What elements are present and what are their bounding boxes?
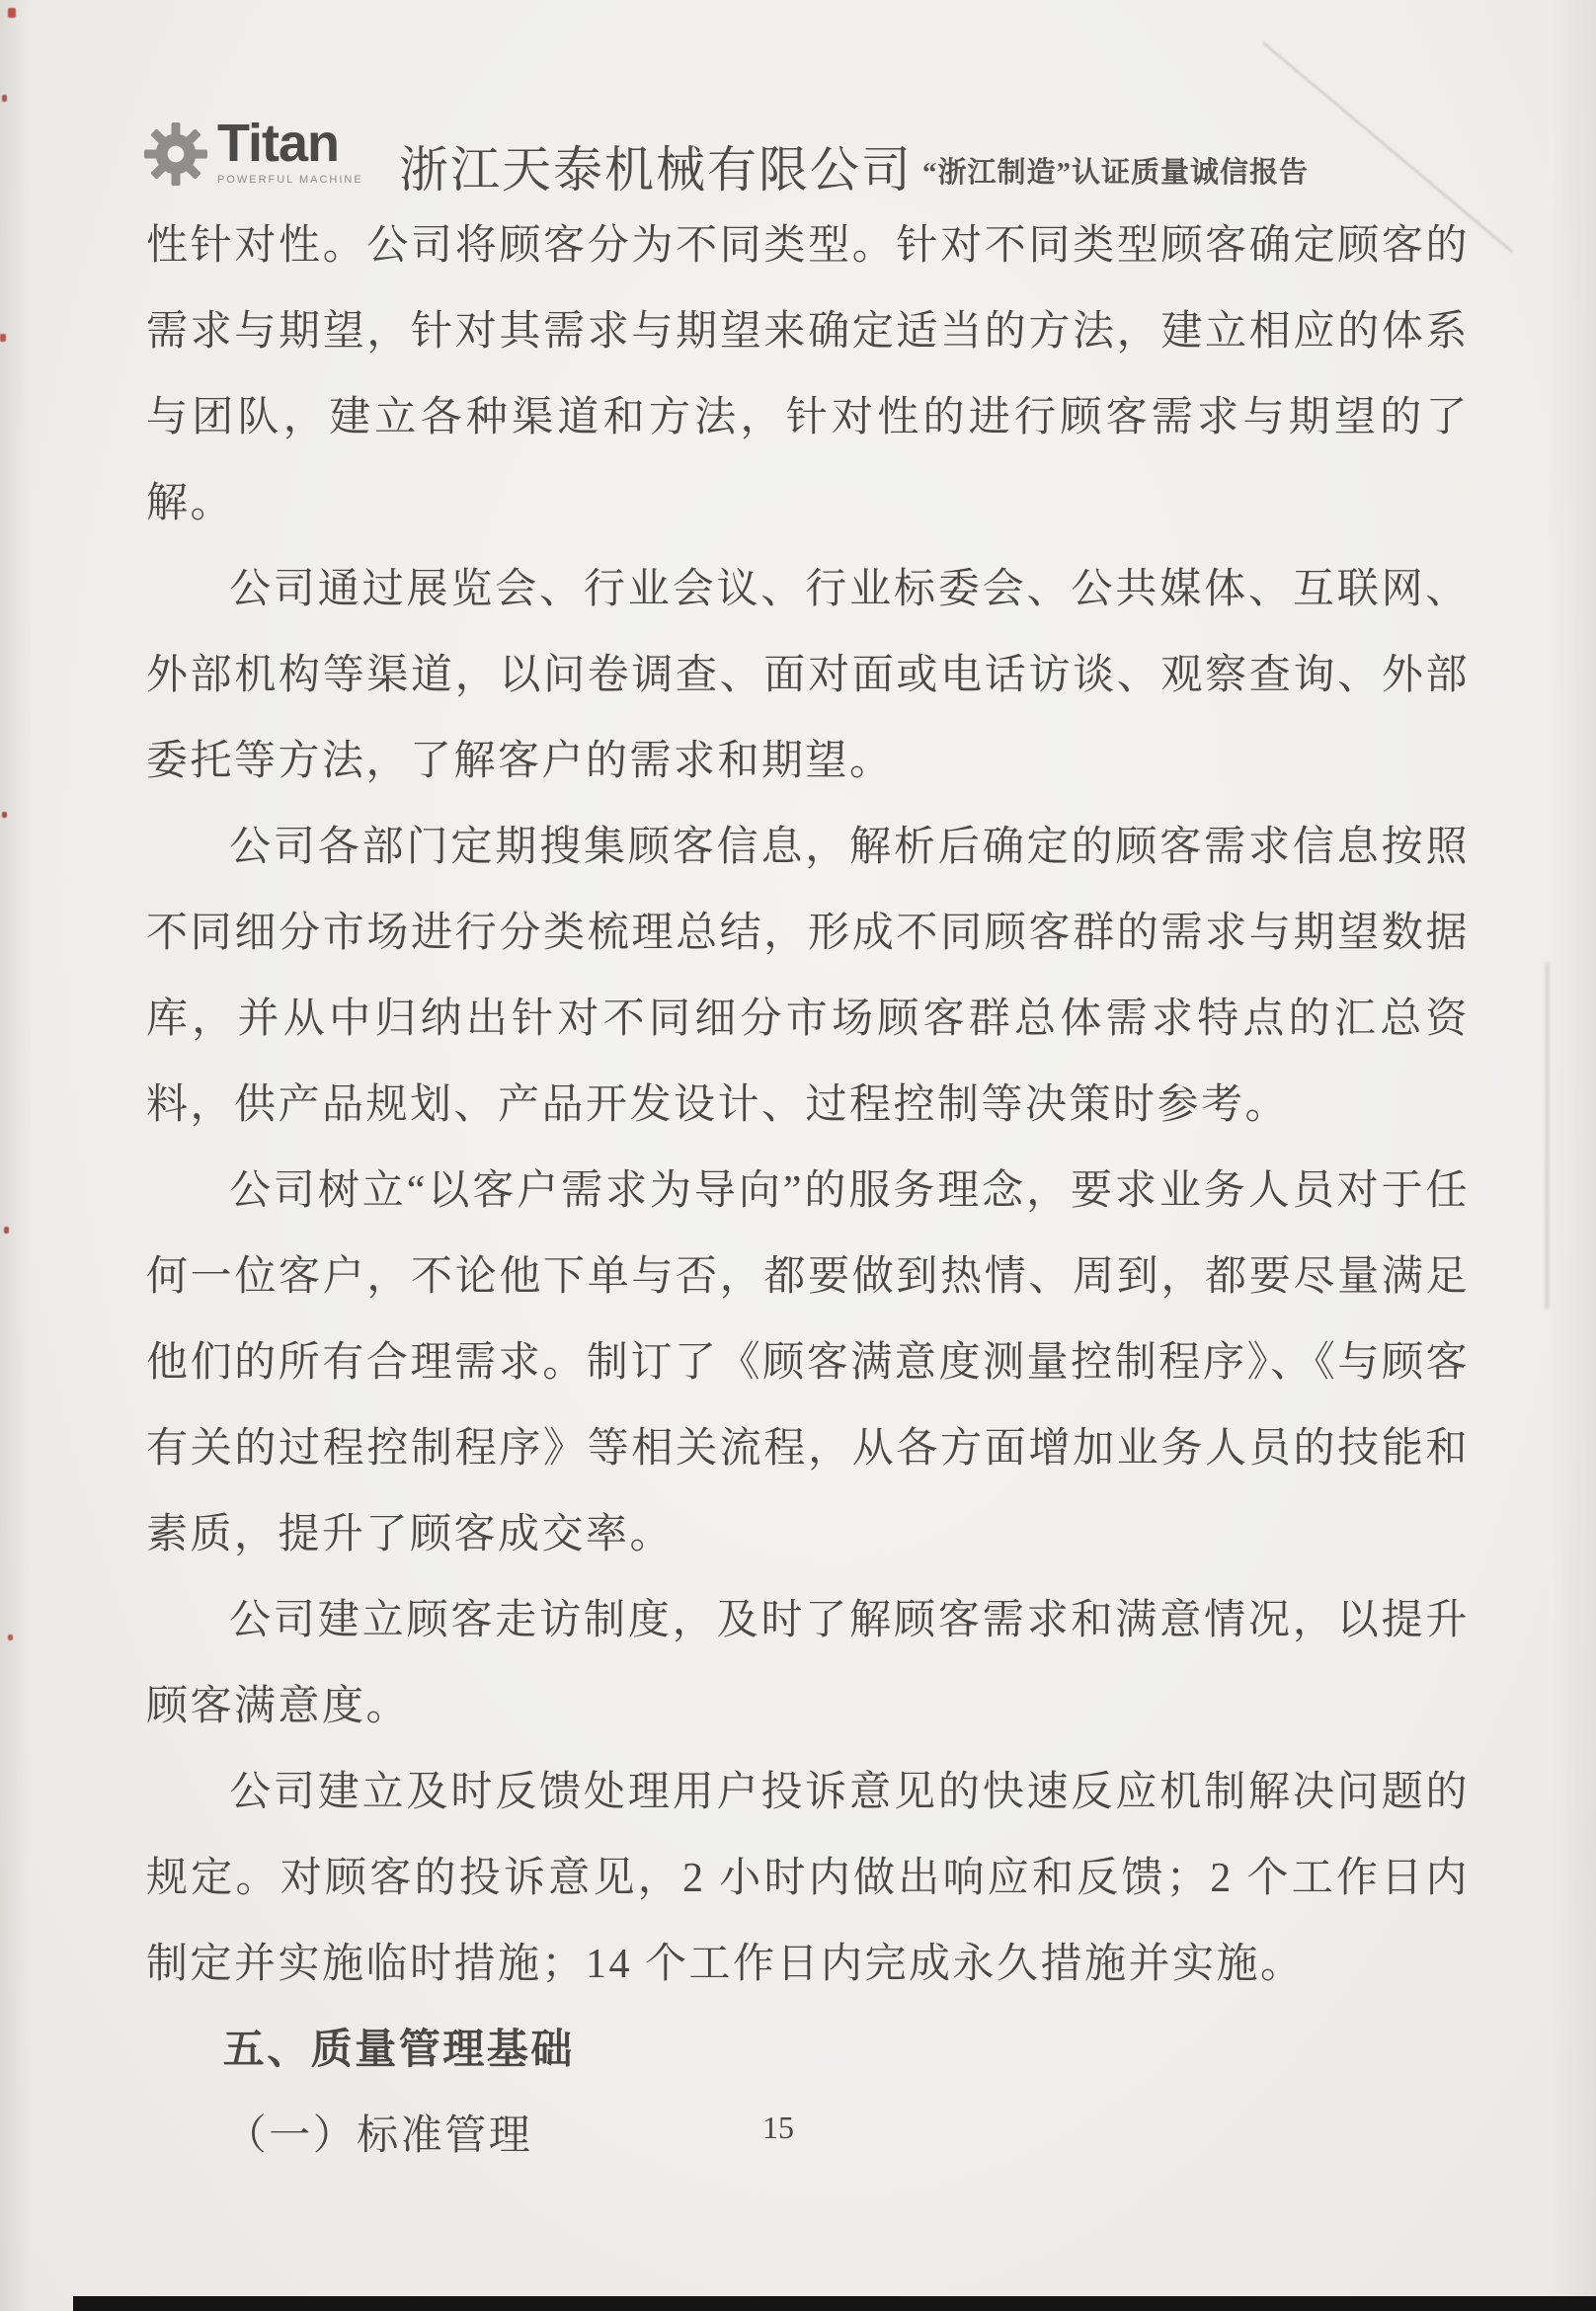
paragraph: 公司通过展览会、行业会议、行业标委会、公共媒体、互联网、外部机构等渠道，以问卷调查、面对面或电话访谈、观察查询、外部委托等方法，了解客户的需求和期望。 — [146, 567, 1470, 784]
scan-edge-strip — [73, 2296, 1596, 2311]
logo-brand-text: Titan — [217, 114, 340, 173]
page-number: 15 — [762, 2110, 794, 2145]
scan-shadow-line — [1546, 963, 1549, 1309]
paragraph: 公司树立“以客户需求为导向”的服务理念，要求业务人员对于任何一位客户，不论他下单与否，都要做到热情、周到，都要尽量满足他们的所有合理需求。制订了《顾客满意度测量控制程序》、《与顾客有关的过程控制程序》等相关流程，从各方面增加业务人员的技能和素质，提升了顾客成交率。 — [146, 1168, 1470, 1557]
scan-speck — [4, 1227, 9, 1234]
paragraph: 公司建立顾客走访制度，及时了解顾客需求和满意情况，以提升顾客满意度。 — [146, 1598, 1470, 1729]
titan-logo — [144, 114, 363, 191]
company-name: 浙江天泰机械有限公司 — [399, 142, 913, 198]
paragraph: 公司各部门定期搜集顾客信息，解析后确定的顾客需求信息按照不同细分市场进行分类梳理总结，形成不同顾客群的需求与期望数据库，并从中归纳出针对不同细分市场顾客群总体需求特点的汇总资料，供产品规划、产品开发设计、过程控制等决策时参考。 — [146, 825, 1470, 1128]
gear-icon — [144, 122, 207, 191]
logo-tagline: POWERFUL MACHINE — [217, 174, 363, 186]
scan-speck — [2, 95, 7, 102]
document-body — [146, 203, 1470, 2180]
logo-text — [217, 114, 363, 186]
subsection-heading: （一）标准管理 — [224, 2113, 533, 2159]
scan-speck — [0, 334, 6, 342]
report-title: “浙江制造”认证质量诚信报告 — [922, 157, 1310, 189]
scan-speck — [8, 1634, 13, 1640]
paragraph: 公司建立及时反馈处理用户投诉意见的快速反应机制解决问题的规定。对顾客的投诉意见，2 小时内做出响应和反馈；2 个工作日内制定并实施临时措施；14 个工作日内完成永久措施并实施。 — [146, 1770, 1470, 1987]
scan-speck — [2, 812, 7, 818]
section-heading: 五、质量管理基础 — [222, 2028, 575, 2073]
scan-speck — [8, 8, 16, 18]
paragraph: 性针对性。公司将顾客分为不同类型。针对不同类型顾客确定顾客的需求与期望，针对其需求与期望来确定适当的方法，建立相应的体系与团队，建立各种渠道和方法，针对性的进行顾客需求与期望的了解。 — [146, 223, 1470, 526]
paragraph-list — [146, 203, 1470, 2008]
page-header — [0, 0, 1596, 207]
